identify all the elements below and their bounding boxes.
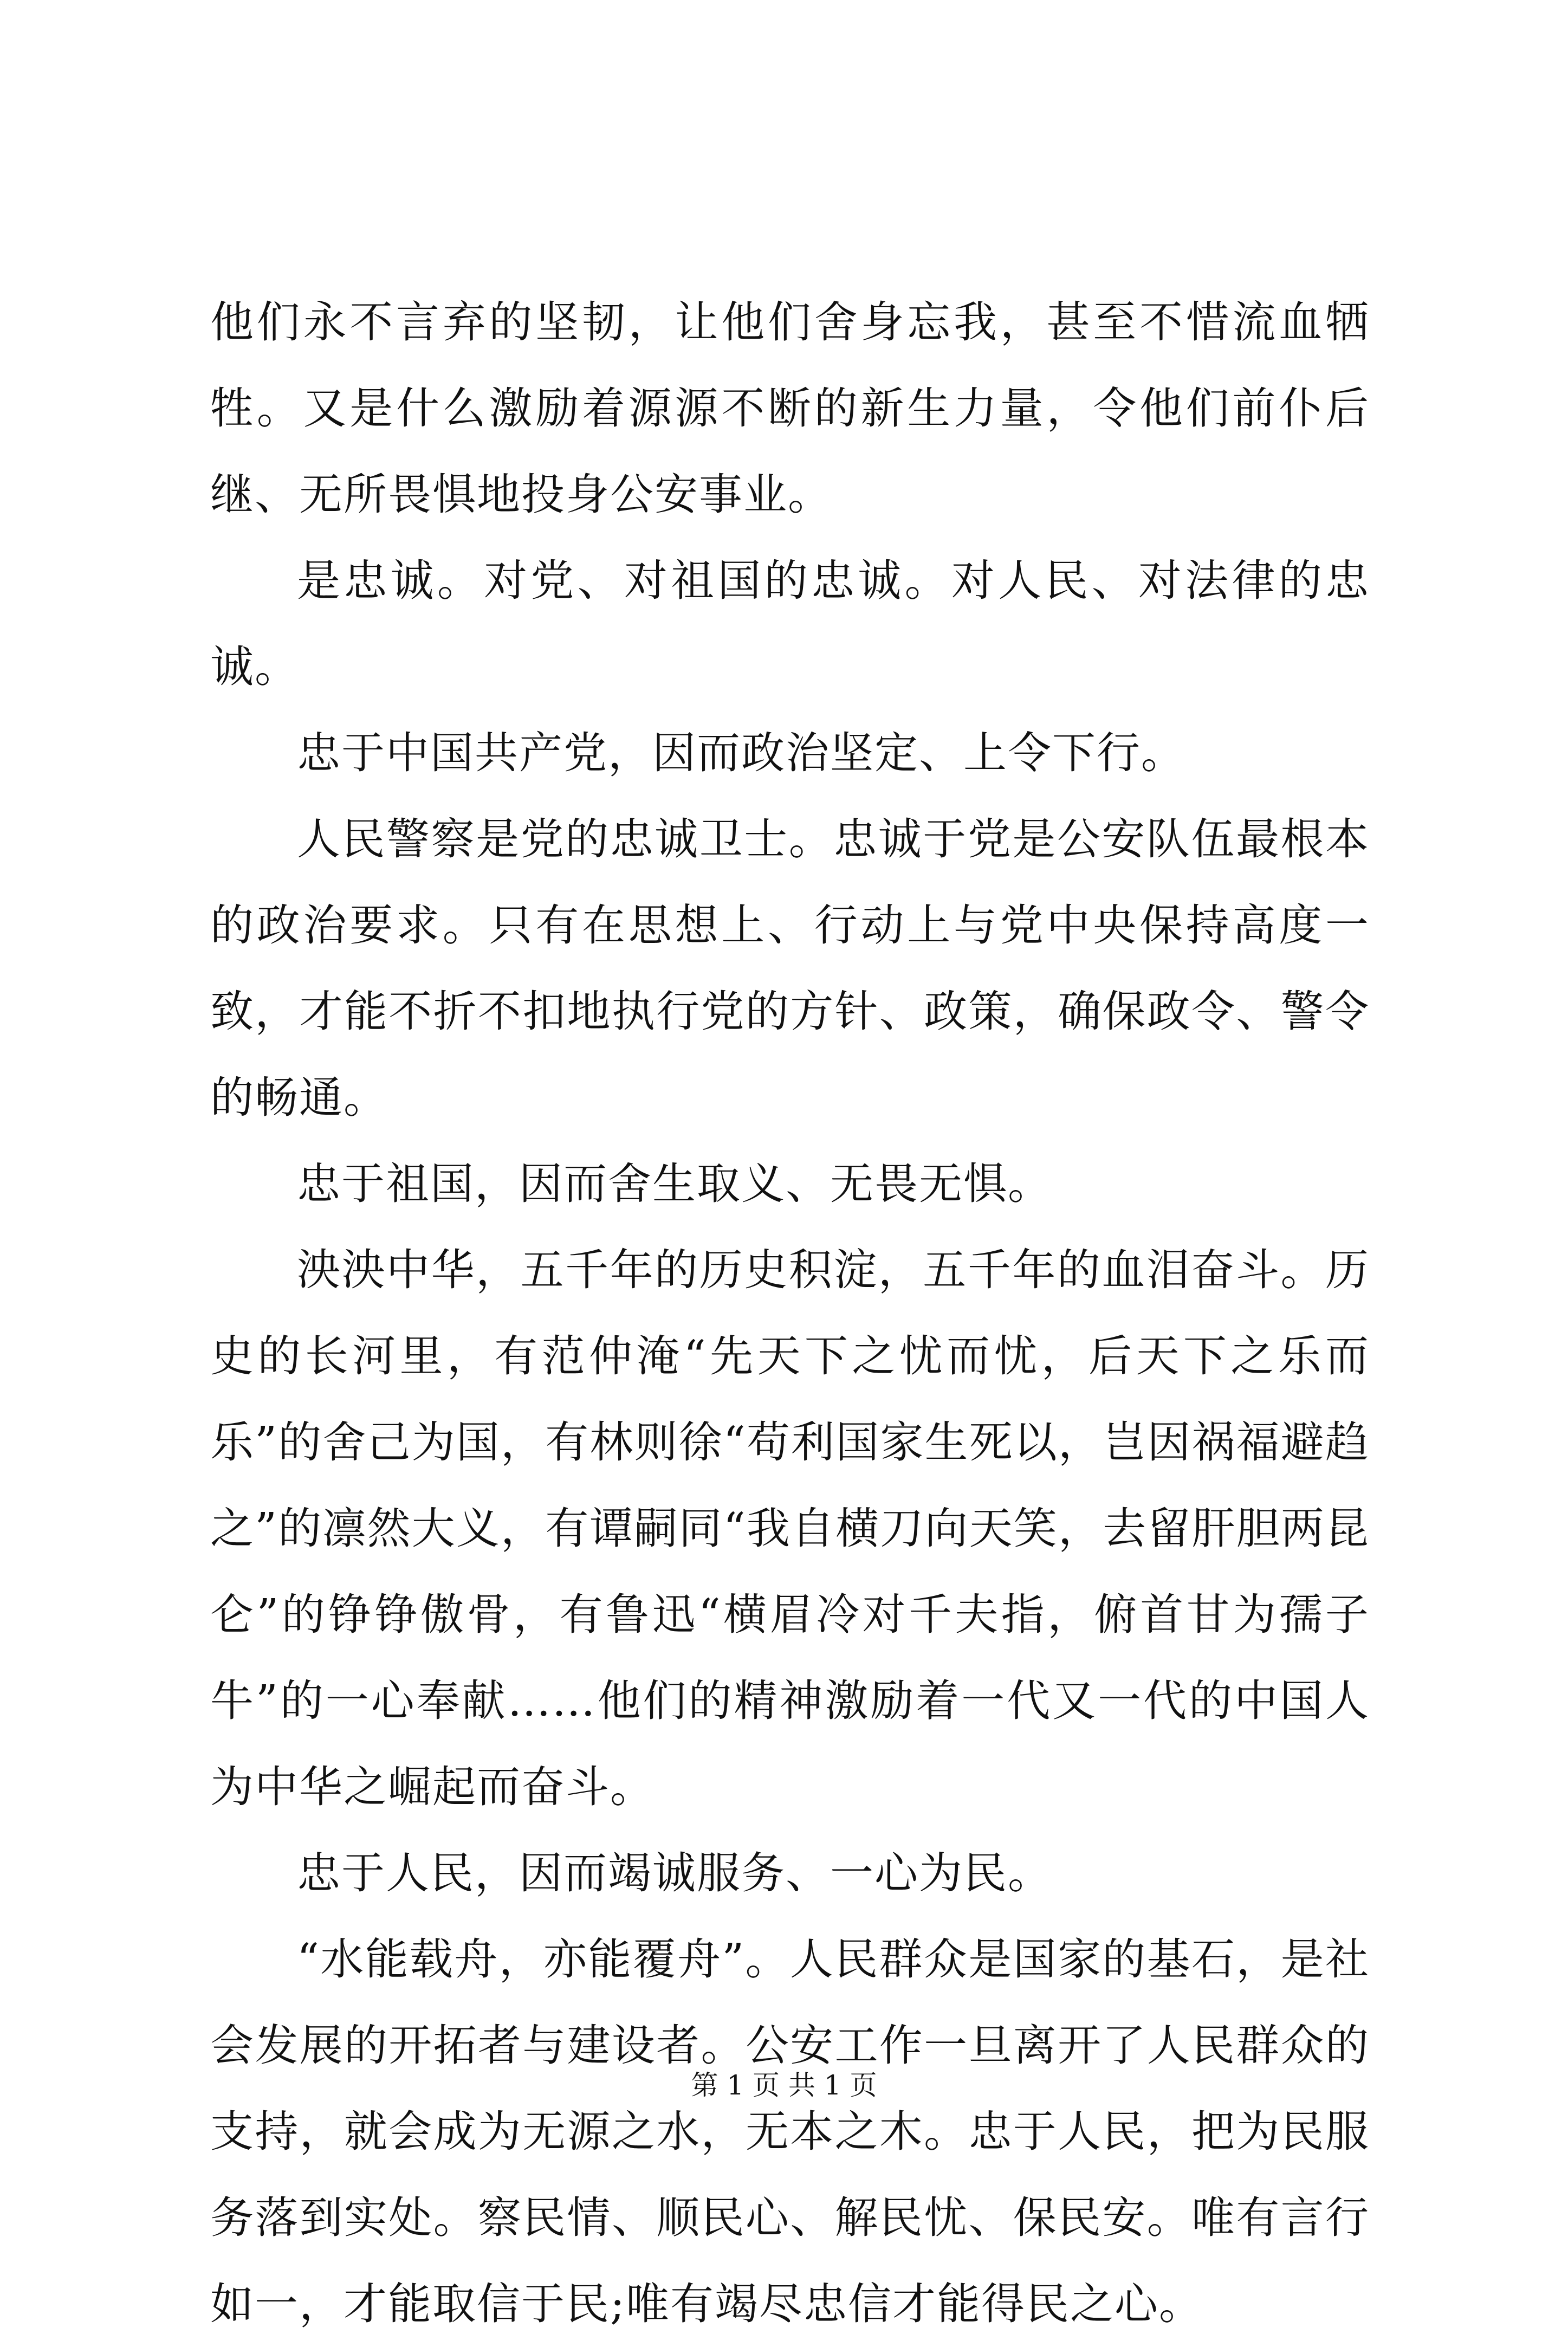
paragraph-4: 人民警察是党的忠诚卫士。忠诚于党是公安队伍最根本的政治要求。只有在思想上、行动上与党中央保持高度一致，才能不折不扣地执行党的方针、政策，确保政令、警令的畅通。 [210, 814, 1370, 1123]
paragraph-3: 忠于中国共产党，因而政治坚定、上令下行。 [297, 728, 1185, 778]
paragraph-2: 是忠诚。对党、对祖国的忠诚。对人民、对法律的忠诚。 [210, 555, 1370, 692]
page-footer [0, 2069, 1568, 2102]
document-body [210, 279, 1370, 2347]
page-number-label: 第 1 页 共 1 页 [691, 2070, 877, 2101]
paragraph-1: 他们永不言弃的坚韧，让他们舍身忘我，甚至不惜流血牺牲。又是什么激励着源源不断的新生力量，令他们前仆后继、无所畏惧地投身公安事业。 [210, 297, 1370, 520]
paragraph-6: 泱泱中华，五千年的历史积淀，五千年的血泪奋斗。历史的长河里，有范仲淹“先天下之忧而忧，后天下之乐而乐”的舍己为国，有林则徐“苟利国家生死以，岂因祸福避趋之”的凛然大义，有谭嗣同“我自横刀向天笑，去留肝胆两昆仑”的铮铮傲骨，有鲁迅“横眉冷对千夫指，俯首甘为孺子牛”的一心奉献……他们的精神激励着一代又一代的中国人为中华之崛起而奋斗。 [210, 1245, 1370, 1812]
paragraph-8: “水能载舟，亦能覆舟”。人民群众是国家的基石，是社会发展的开拓者与建设者。公安工作一旦离开了人民群众的支持，就会成为无源之水，无本之木。忠于人民，把为民服务落到实处。察民情、顺民心、解民忧、保民安。唯有言行如一，才能取信于民;唯有竭尽忠信才能得民之心。 [210, 1934, 1370, 2329]
paragraph-7: 忠于人民，因而竭诚服务、一心为民。 [297, 1848, 1052, 1898]
paragraph-5: 忠于祖国，因而舍生取义、无畏无惧。 [297, 1159, 1052, 1209]
